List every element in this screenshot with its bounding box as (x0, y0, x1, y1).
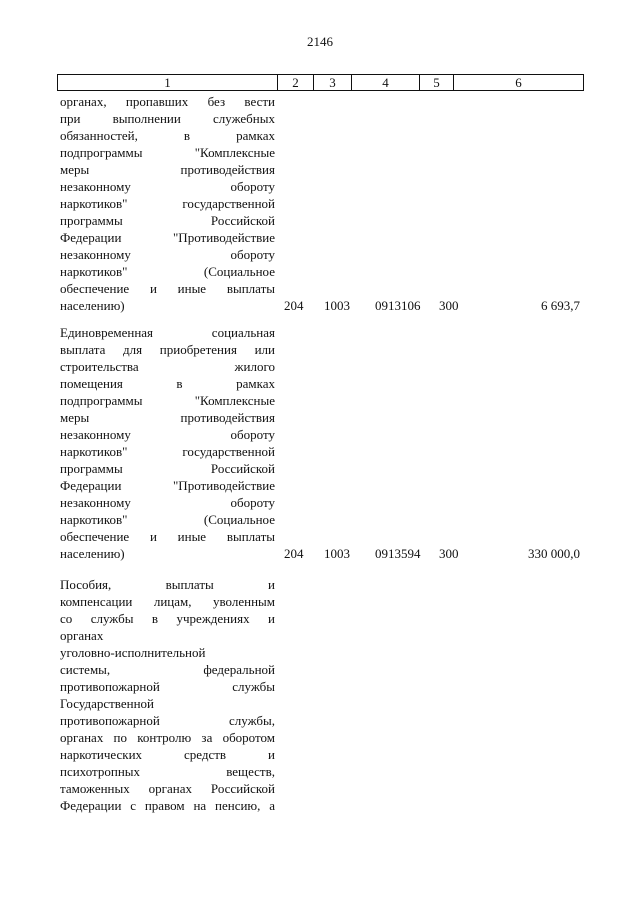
code-column-4: 0913106 (375, 298, 421, 313)
description-line: помещения в рамках (60, 376, 275, 391)
description-line: строительства жилого (60, 359, 275, 374)
description-line: противопожарной службы, (60, 713, 275, 728)
column-header-5: 5 (420, 75, 454, 90)
code-column-2: 204 (284, 298, 304, 313)
description-line: выплата для приобретения или (60, 342, 275, 357)
description-line: незаконному обороту (60, 247, 275, 262)
table-row (60, 324, 580, 562)
description-line: подпрограммы "Комплексные (60, 145, 275, 160)
row-codes (60, 545, 580, 562)
description-line: со службы в учреждениях и (60, 611, 275, 626)
code-column-5: 300 (439, 298, 459, 313)
description-line: Федерации "Противодействие (60, 230, 275, 245)
code-column-4: 0913594 (375, 546, 421, 561)
row-description (60, 93, 275, 314)
description-line: незаконному обороту (60, 427, 275, 442)
description-line: подпрограммы "Комплексные (60, 393, 275, 408)
description-line: органах, пропавших без вести (60, 94, 275, 109)
column-header-2: 2 (278, 75, 314, 90)
description-line: обеспечение и иные выплаты (60, 529, 275, 544)
description-line: органах (60, 628, 104, 643)
description-line: меры противодействия (60, 410, 275, 425)
table-row (60, 576, 580, 814)
row-description (60, 576, 275, 814)
page-number: 2146 (307, 34, 333, 49)
description-line: незаконному обороту (60, 495, 275, 510)
description-line: наркотиков" государственной (60, 196, 275, 211)
table-header (57, 74, 584, 91)
description-line: таможенных органах Российской (60, 781, 275, 796)
description-line: наркотиков" (Социальное (60, 264, 275, 279)
amount-value: 330 000,0 (528, 546, 580, 561)
description-line: противопожарной службы (60, 679, 275, 694)
description-line: программы Российской (60, 461, 275, 476)
description-line: программы Российской (60, 213, 275, 228)
row-codes (60, 297, 580, 314)
description-line: обязанностей, в рамках (60, 128, 275, 143)
table-row (60, 93, 580, 314)
description-line: Единовременная социальная (60, 325, 275, 340)
description-line: населению) (60, 298, 125, 313)
description-line: наркотиков" (Социальное (60, 512, 275, 527)
code-column-2: 204 (284, 546, 304, 561)
description-line: психотропных веществ, (60, 764, 275, 779)
description-line: при выполнении служебных (60, 111, 275, 126)
description-line: Федерации с правом на пенсию, а (60, 798, 275, 813)
description-line: компенсации лицам, уволенным (60, 594, 275, 609)
description-line: наркотиков" государственной (60, 444, 275, 459)
amount-value: 6 693,7 (541, 298, 580, 313)
code-column-3: 1003 (324, 546, 350, 561)
description-line: незаконному обороту (60, 179, 275, 194)
column-header-1: 1 (58, 75, 278, 90)
column-header-4: 4 (352, 75, 420, 90)
code-column-3: 1003 (324, 298, 350, 313)
description-line: Пособия, выплаты и (60, 577, 275, 592)
column-header-6: 6 (515, 74, 522, 90)
description-line: наркотических средств и (60, 747, 275, 762)
description-line: системы, федеральной (60, 662, 275, 677)
description-line: Государственной (60, 696, 155, 711)
code-column-5: 300 (439, 546, 459, 561)
description-line: органах по контролю за оборотом (60, 730, 275, 745)
description-line: уголовно-исполнительной (60, 645, 206, 660)
row-description (60, 324, 275, 562)
column-header-3: 3 (314, 75, 352, 90)
description-line: меры противодействия (60, 162, 275, 177)
description-line: Федерации "Противодействие (60, 478, 275, 493)
description-line: населению) (60, 546, 125, 561)
description-line: обеспечение и иные выплаты (60, 281, 275, 296)
